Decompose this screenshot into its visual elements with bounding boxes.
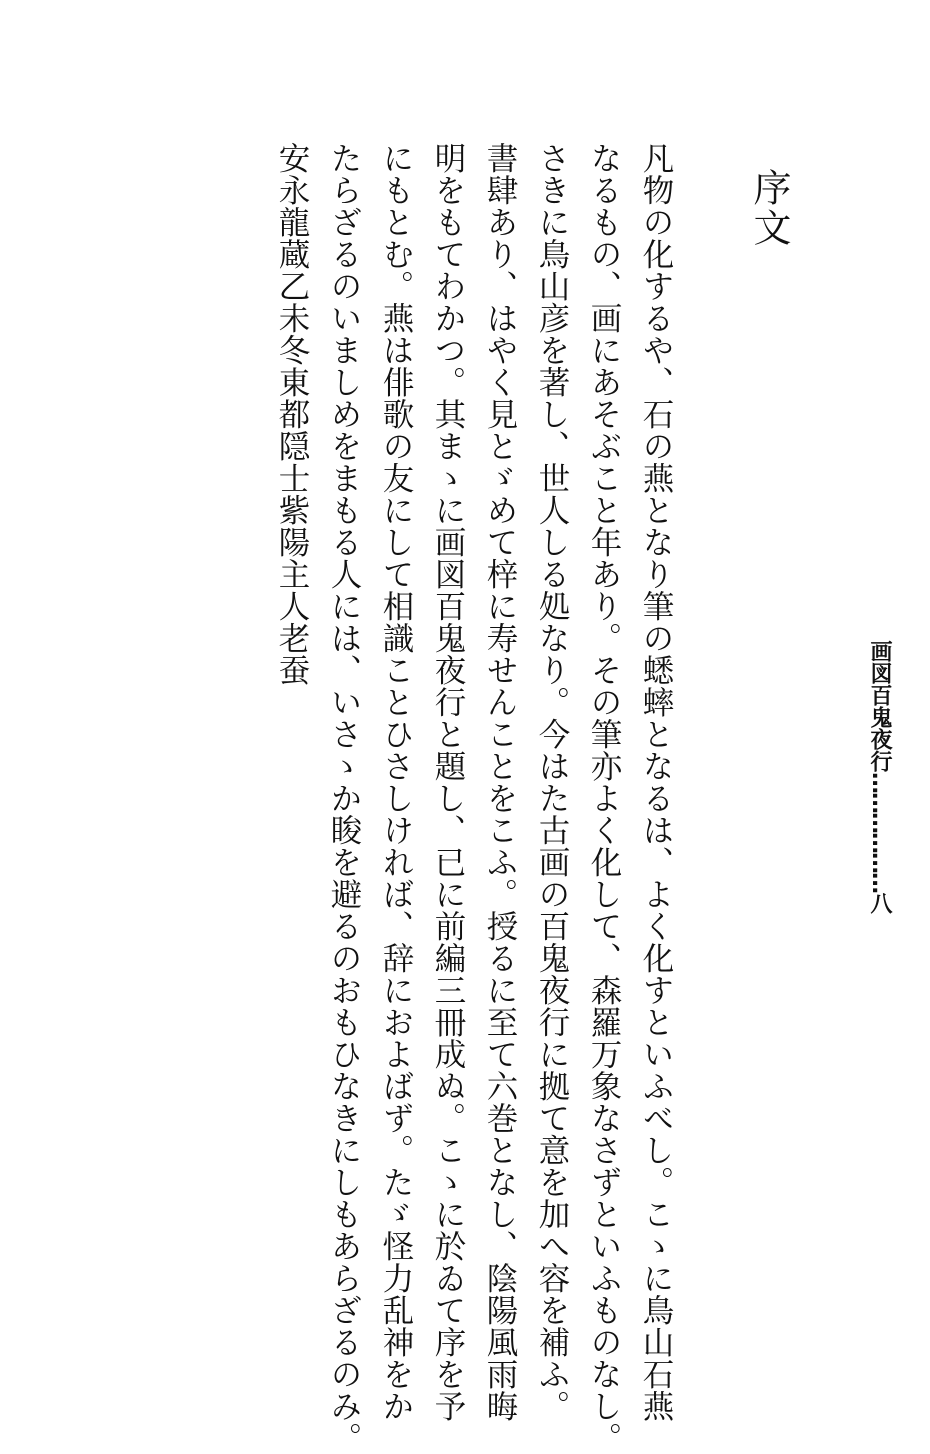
text-line-7: たらざるのいましめをまもる人には、いさゝか睃を避るのおもひなきにしもあらざるのみ。 <box>326 142 362 1454</box>
text-line-5: 明をもてわかつ。其まゝに画図百鬼夜行と題し、已に前編三冊成ぬ。こゝに於ゐて序を予 <box>430 142 466 1422</box>
text-line-4: 書肆あり、はやく見とゞめて梓に寿せんことをこふ。授るに至て六巻となし、陰陽風雨晦 <box>482 142 518 1422</box>
running-head-leader: ……………… <box>867 772 892 892</box>
running-head <box>862 640 896 914</box>
signature-line: 安永龍蔵乙未冬東都隠士紫陽主人老蚕 <box>274 142 310 686</box>
text-line-2: なるもの、画にあそぶこと年あり。その筆亦よく化して、森羅万象なさずといふものなし。 <box>586 142 622 1454</box>
text-line-3: さきに鳥山彦を著し、世人しる処なり。今はた古画の百鬼夜行に拠て意を加へ容を補ふ。 <box>534 142 570 1422</box>
text-line-6: にもとむ。燕は俳歌の友にして相識ことひさしければ、辞におよばず。たゞ怪力乱神をか <box>378 142 414 1422</box>
preface-body <box>266 142 682 1454</box>
running-head-title: 画図百鬼夜行 <box>867 640 892 772</box>
page-number: 八 <box>867 892 892 914</box>
text-line-1: 凡物の化するや、石の燕となり筆の蟋蟀となるは、よく化すといふべし。こゝに鳥山石燕 <box>638 142 674 1422</box>
preface-title: 序文 <box>747 168 791 248</box>
